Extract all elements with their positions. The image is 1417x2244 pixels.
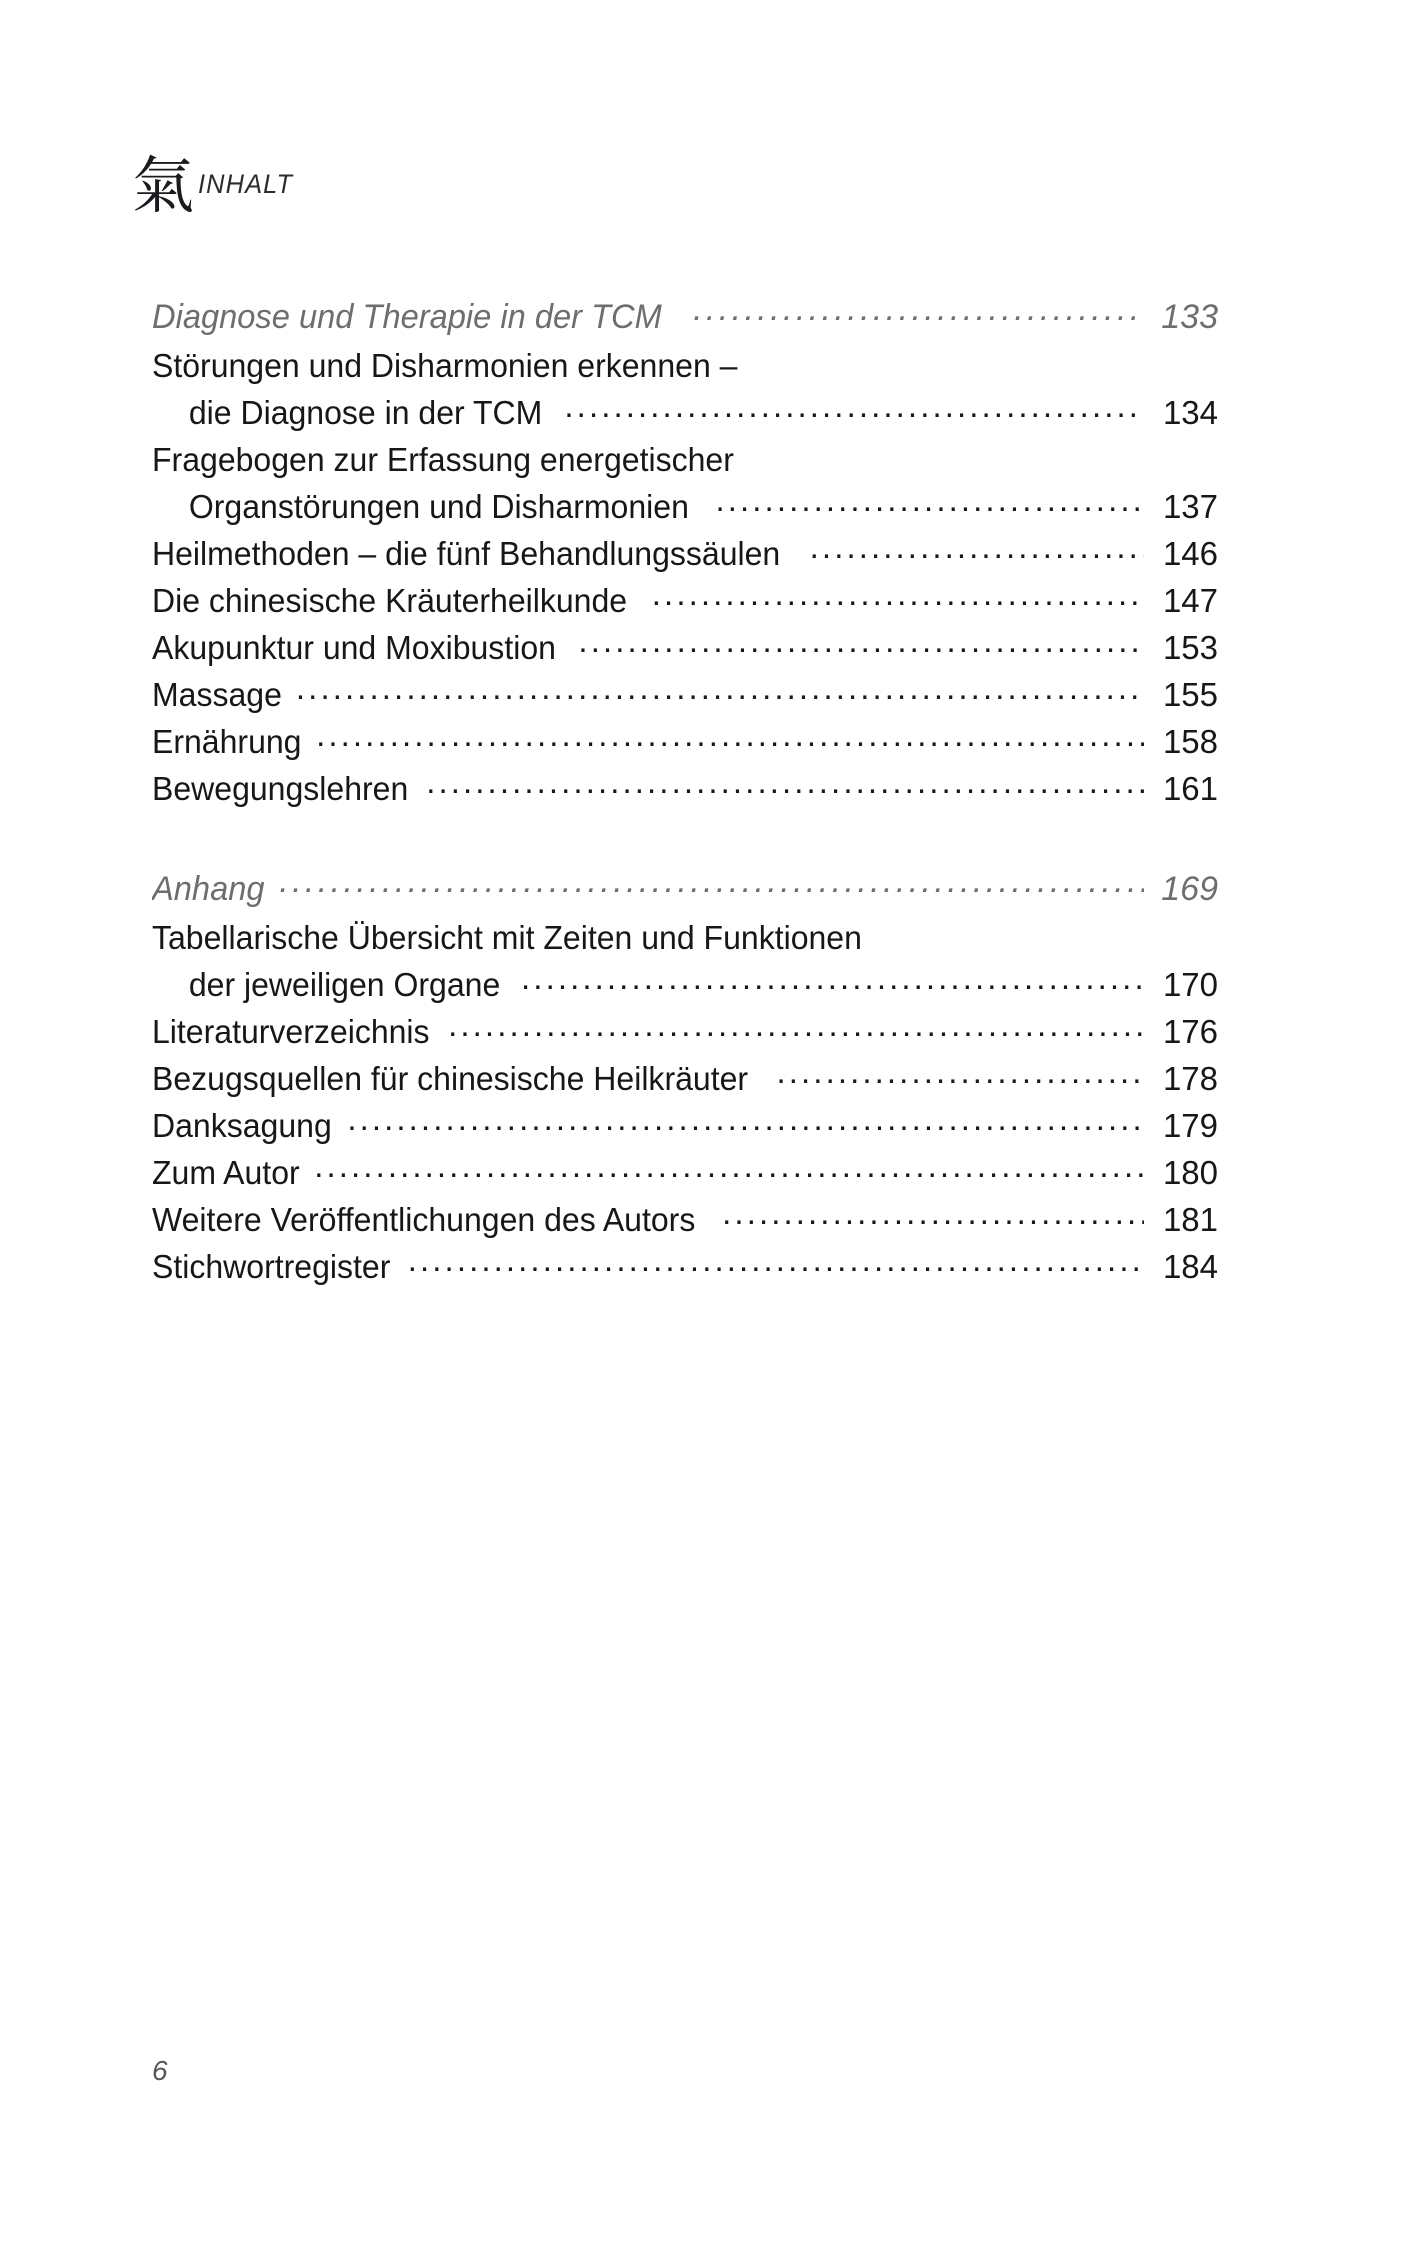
toc-entry[interactable] <box>152 1243 1218 1290</box>
toc-entry[interactable] <box>152 389 1218 436</box>
toc-section-heading-page: 169 <box>1161 870 1218 908</box>
toc-entry-page: 153 <box>1162 629 1218 666</box>
toc-entry[interactable] <box>152 1102 1218 1149</box>
toc-entry[interactable] <box>152 765 1218 812</box>
dot-leader <box>316 720 1144 753</box>
toc-entry-label: Stichwortregister <box>152 1248 391 1285</box>
dot-leader <box>314 1151 1144 1184</box>
dot-leader <box>296 673 1144 706</box>
toc-entry-label: Störungen und Disharmonien erkennen – <box>152 347 738 384</box>
dot-leader <box>448 1010 1144 1043</box>
toc-entry-label: Literaturverzeichnis <box>152 1013 430 1050</box>
toc-entry-label: Die chinesische Kräuterheilkunde <box>152 582 628 619</box>
toc-entry-label: der jeweiligen Organe <box>188 966 501 1003</box>
toc-entry-page: 176 <box>1162 1013 1218 1050</box>
toc-entry[interactable] <box>152 342 1218 389</box>
dot-leader <box>347 1104 1144 1137</box>
toc-entry[interactable] <box>152 624 1218 671</box>
toc-section <box>152 864 1218 1290</box>
toc-section-heading[interactable] <box>152 292 1218 342</box>
running-head-label: INHALT <box>198 169 294 199</box>
dot-leader <box>722 1198 1144 1231</box>
toc-entry-page: 178 <box>1162 1060 1218 1097</box>
dot-leader <box>578 626 1144 659</box>
dot-leader <box>693 294 1144 328</box>
toc-section-heading-label: Anhang <box>152 870 265 908</box>
dot-leader <box>777 1057 1145 1090</box>
toc-entry-page: 180 <box>1162 1154 1218 1191</box>
dot-leader <box>279 866 1144 900</box>
toc-entry-label: Organstörungen und Disharmonien <box>188 488 689 525</box>
toc-entry-page: 158 <box>1162 723 1218 760</box>
dot-leader <box>715 485 1144 518</box>
toc-entry-page: 134 <box>1162 394 1218 431</box>
toc-entry[interactable] <box>152 914 1218 961</box>
toc-entry-label: Danksagung <box>152 1107 332 1144</box>
toc-entry-label: Tabellarische Übersicht mit Zeiten und Funktionen <box>152 919 862 956</box>
toc-entry-label: Ernährung <box>152 723 302 760</box>
dot-leader <box>810 532 1144 565</box>
dot-leader <box>652 579 1144 612</box>
toc-entry[interactable] <box>152 483 1218 530</box>
toc-entry-page: 161 <box>1162 770 1218 807</box>
toc-entry-page: 181 <box>1162 1201 1218 1238</box>
toc-entry-label: Heilmethoden – die fünf Behandlungssäulen <box>152 535 781 572</box>
running-head <box>132 140 299 223</box>
toc-entry-page: 146 <box>1162 535 1218 572</box>
toc-entry-label: Fragebogen zur Erfassung energetischer <box>152 441 734 478</box>
toc-entry-page: 170 <box>1162 966 1218 1003</box>
toc-section <box>152 292 1218 812</box>
toc-entry-label: Zum Autor <box>152 1154 300 1191</box>
toc-entry-label: Bewegungslehren <box>152 770 409 807</box>
toc-entry-label: Akupunktur und Moxibustion <box>152 629 556 666</box>
toc-entry-label: Weitere Veröffentlichungen des Autors <box>152 1201 696 1238</box>
toc-entry[interactable] <box>152 436 1218 483</box>
toc-entry-label: Bezugsquellen für chinesische Heilkräuter <box>152 1060 749 1097</box>
toc-entry[interactable] <box>152 671 1218 718</box>
toc-entry-page: 184 <box>1162 1248 1218 1285</box>
toc-entry-page: 179 <box>1162 1107 1218 1144</box>
toc-entry-label: die Diagnose in der TCM <box>188 394 543 431</box>
dot-leader <box>521 963 1144 996</box>
toc-entry-page: 137 <box>1162 488 1218 525</box>
toc-entry-page: 147 <box>1162 582 1218 619</box>
page-folio: 6 <box>152 2055 168 2086</box>
toc-entry[interactable] <box>152 961 1218 1008</box>
toc-entry[interactable] <box>152 1008 1218 1055</box>
toc-section-heading-page: 133 <box>1161 298 1218 336</box>
dot-leader <box>564 391 1144 424</box>
table-of-contents <box>152 292 1218 1290</box>
toc-entry-page: 155 <box>1162 676 1218 713</box>
toc-entry-label: Massage <box>152 676 282 713</box>
toc-entry[interactable] <box>152 1055 1218 1102</box>
toc-section-heading-label: Diagnose und Therapie in der TCM <box>152 298 662 336</box>
toc-entry[interactable] <box>152 1149 1218 1196</box>
toc-entry[interactable] <box>152 1196 1218 1243</box>
toc-section-heading[interactable] <box>152 864 1218 914</box>
toc-entry[interactable] <box>152 530 1218 577</box>
qi-character-icon: 氣 <box>132 149 195 223</box>
toc-entry[interactable] <box>152 718 1218 765</box>
dot-leader <box>426 767 1144 800</box>
dot-leader <box>408 1245 1144 1278</box>
toc-entry[interactable] <box>152 577 1218 624</box>
